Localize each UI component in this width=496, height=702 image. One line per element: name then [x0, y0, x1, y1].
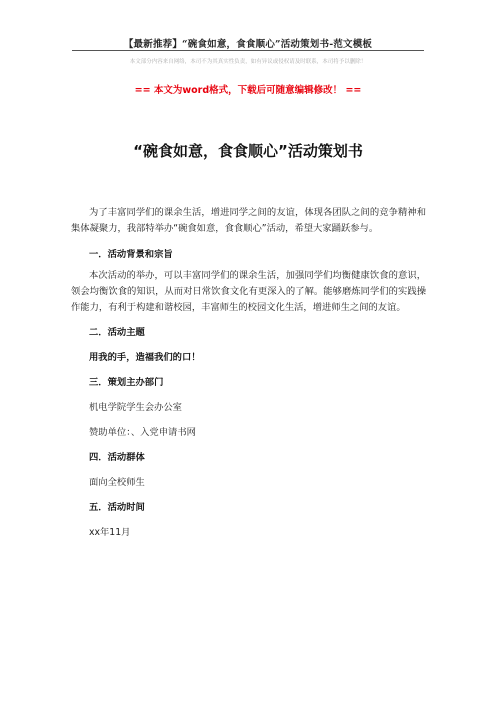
sponsor-line: 赞助单位：、入党申请书网: [89, 427, 196, 439]
section-heading-audience: 四．活动群体: [89, 452, 145, 464]
organizer-name: 机电学院学生会办公室: [89, 402, 182, 414]
section-heading-theme: 二．活动主题: [89, 327, 145, 339]
header-title: 【最新推荐】“碗食如意，食食顺心”活动策划书-范文模板: [123, 39, 373, 50]
section-heading-organizer: 三．策划主办部门: [89, 377, 164, 389]
section-body-theme: 用我的手，造福我们的口！: [89, 352, 201, 364]
intro-paragraph: 为了丰富同学们的课余生活，增进同学之间的友谊，体现各团队之间的竞争精神和集体凝聚力，我部特举办“碗食如意，食食顺心”活动，希望大家踊跃参与。: [71, 207, 426, 235]
disclaimer-text: 本文部分内容来自网络，本司不为其真实性负责，如有异议或侵权请及时联系，本司将予以删除！: [129, 59, 367, 65]
document-title: “碗食如意，食食顺心”活动策划书: [133, 142, 363, 160]
section-heading-background: 一．活动背景和宗旨: [89, 248, 173, 260]
header-divider: [72, 50, 424, 51]
section-body-time: xx年11月: [89, 527, 131, 539]
section-body-background: 本次活动的举办，可以丰富同学们的课余生活，加强同学们均衡健康饮食的意识，领会均衡饮食的知识，从而对日常饮食文化有更深入的了解。能够磨炼同学们的实践操作能力，有利于构建和谐校园，丰富师生的校园文化生活，增进师生之间的友谊。: [71, 269, 426, 314]
section-body-audience: 面向全校师生: [89, 477, 145, 489]
word-format-notice: == 本文为word格式，下载后可随意编辑修改！ ==: [134, 85, 362, 96]
document-body: [71, 205, 426, 541]
section-heading-time: 五．活动时间: [89, 502, 145, 514]
